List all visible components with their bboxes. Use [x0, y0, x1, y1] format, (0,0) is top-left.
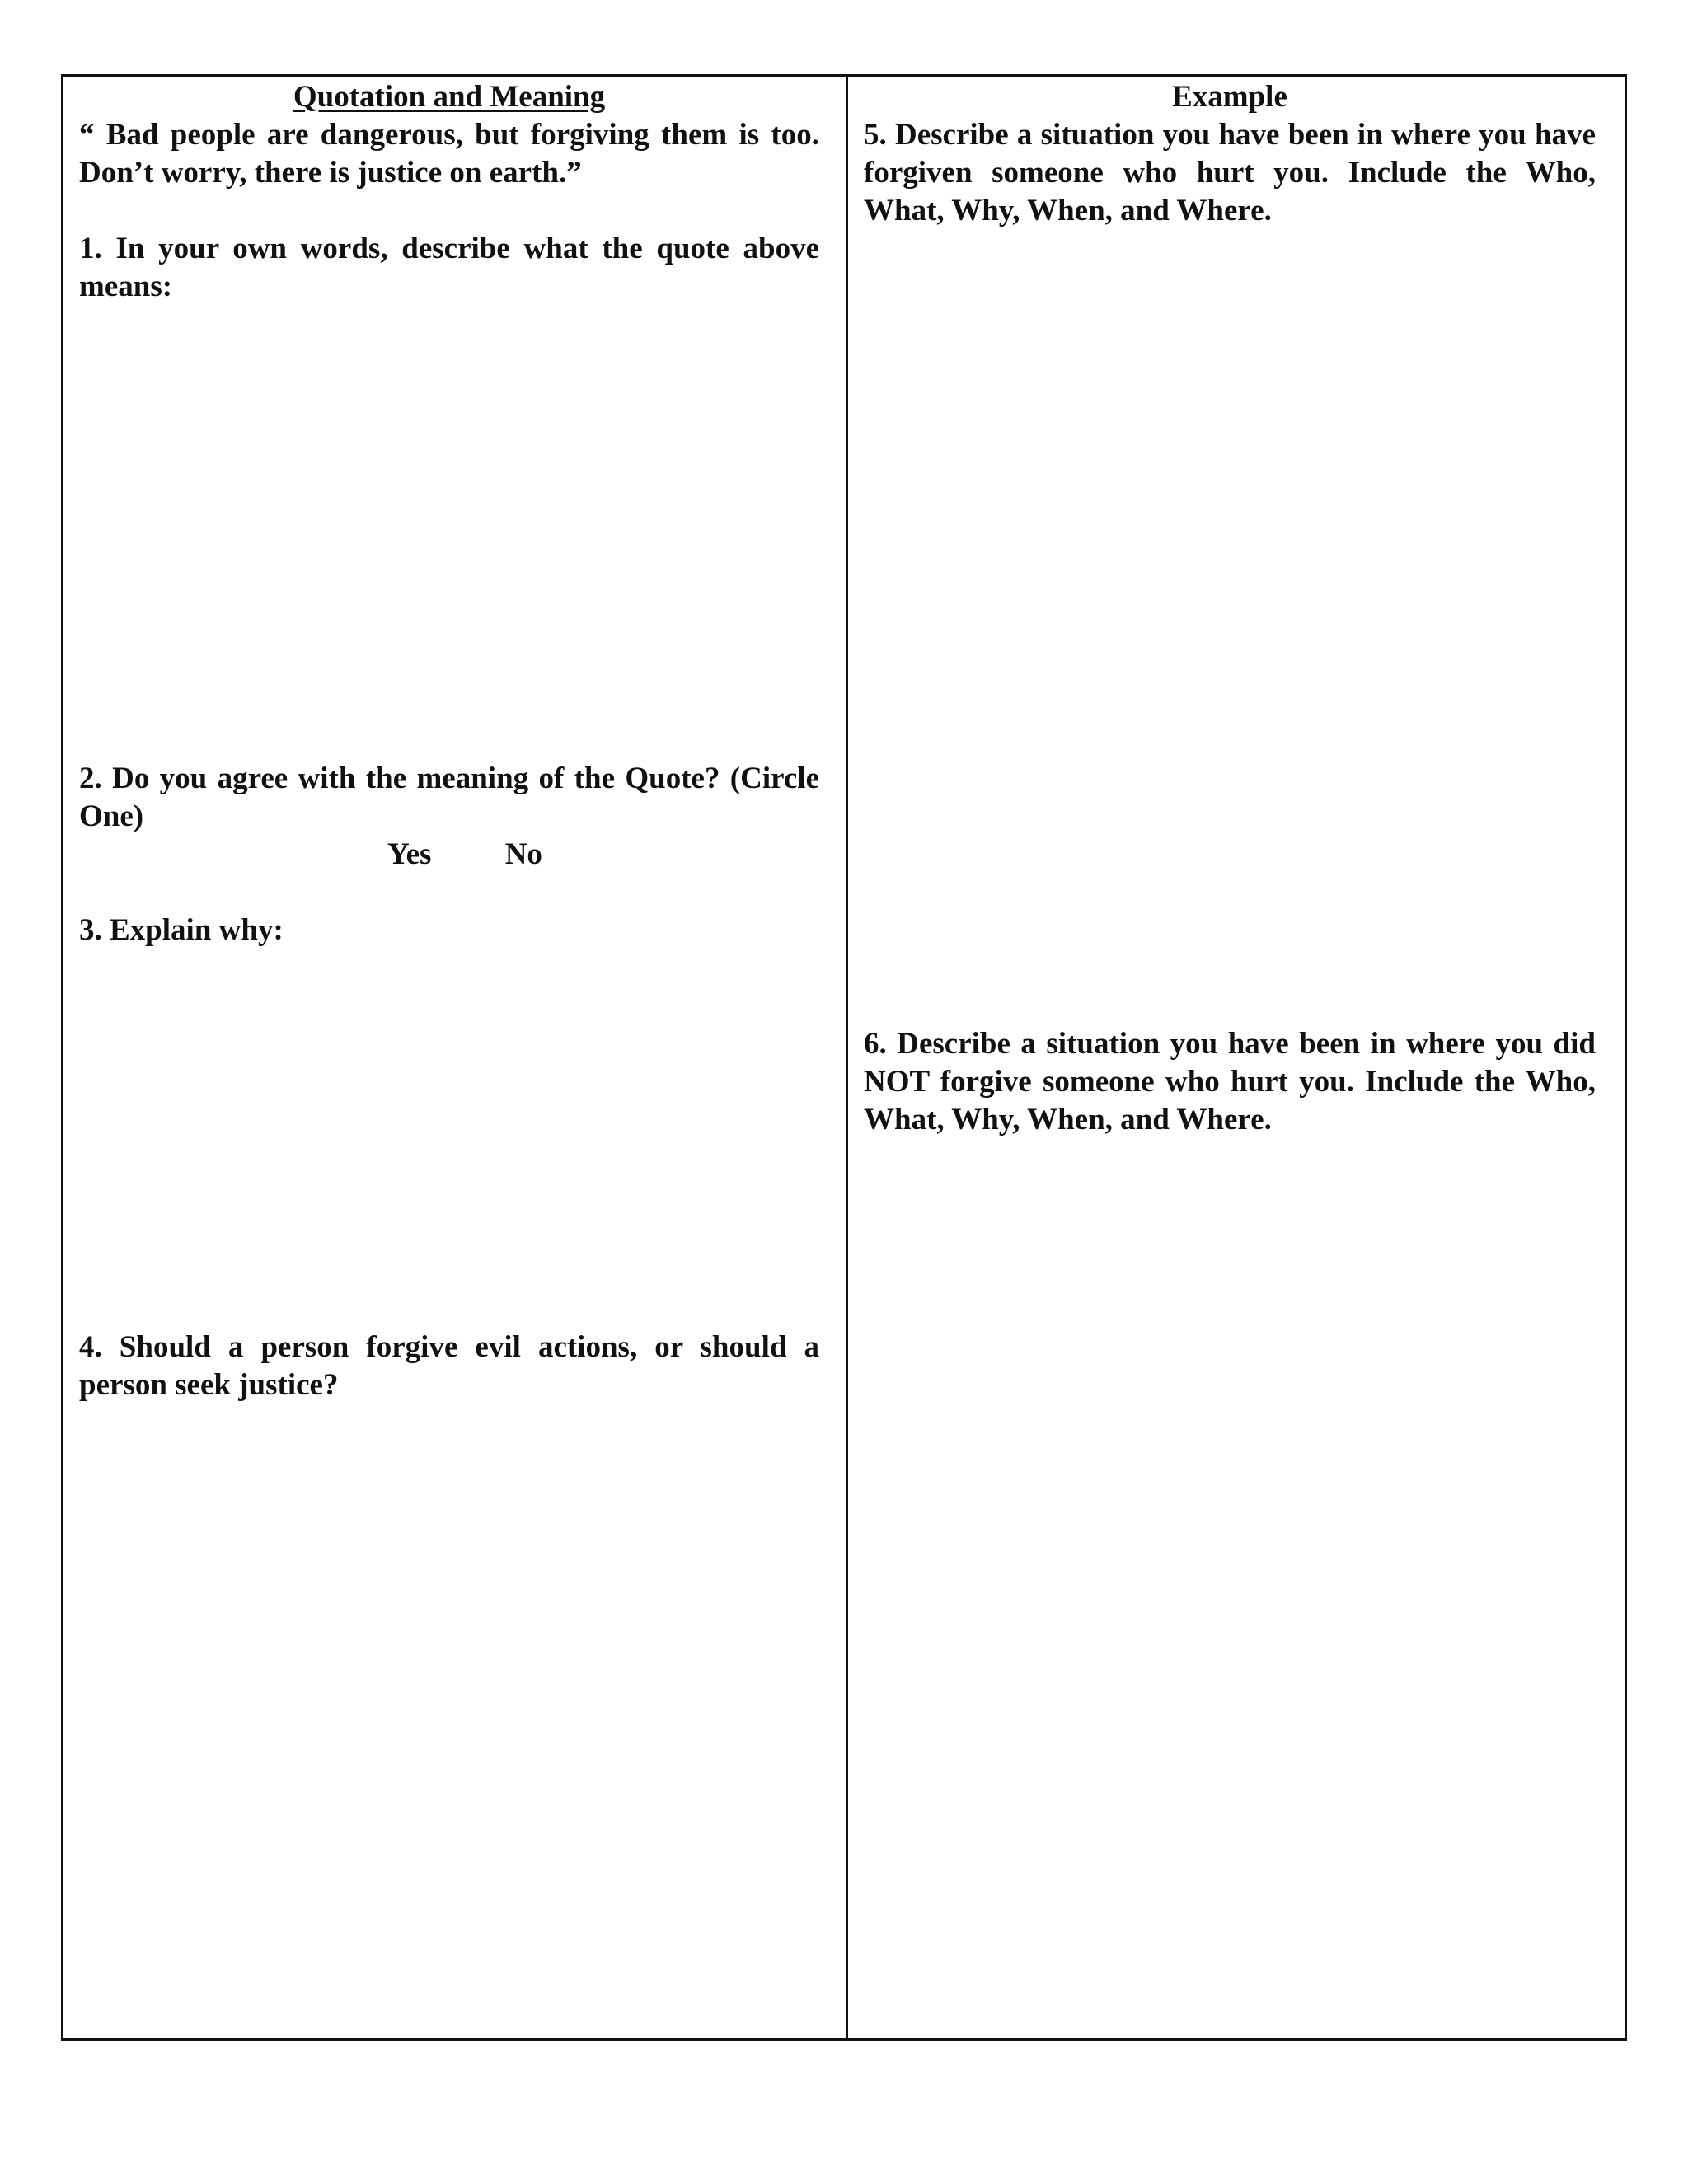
option-no[interactable]: No — [504, 837, 542, 871]
question-6: 6. Describe a situation you have been in where you did NOT forgive someone who hurt you. Include the Who, What, Why, When, and Where. — [864, 1027, 1596, 1137]
right-column — [848, 77, 1625, 2038]
question-5: 5. Describe a situation you have been in where you have forgiven someone who hurt you. Include the Who, What, Why, When, and Where. — [864, 118, 1596, 227]
circle-one-options — [387, 836, 819, 874]
left-column — [63, 77, 846, 2038]
question-1: 1. In your own words, describe what the quote above means: — [79, 232, 819, 303]
question-3: 3. Explain why: — [79, 913, 284, 947]
left-column-heading: Quotation and Meaning — [293, 80, 606, 114]
right-column-heading: Example — [1172, 80, 1287, 114]
worksheet-table — [61, 74, 1627, 2041]
quote-text: “ Bad people are dangerous, but forgiving them is too. Don’t worry, there is justice on earth.” — [79, 118, 819, 190]
question-4: 4. Should a person forgive evil actions, or should a person seek justice? — [79, 1330, 819, 1402]
question-2: 2. Do you agree with the meaning of the Quote? (Circle One) — [79, 762, 819, 833]
option-yes[interactable]: Yes — [387, 837, 432, 871]
